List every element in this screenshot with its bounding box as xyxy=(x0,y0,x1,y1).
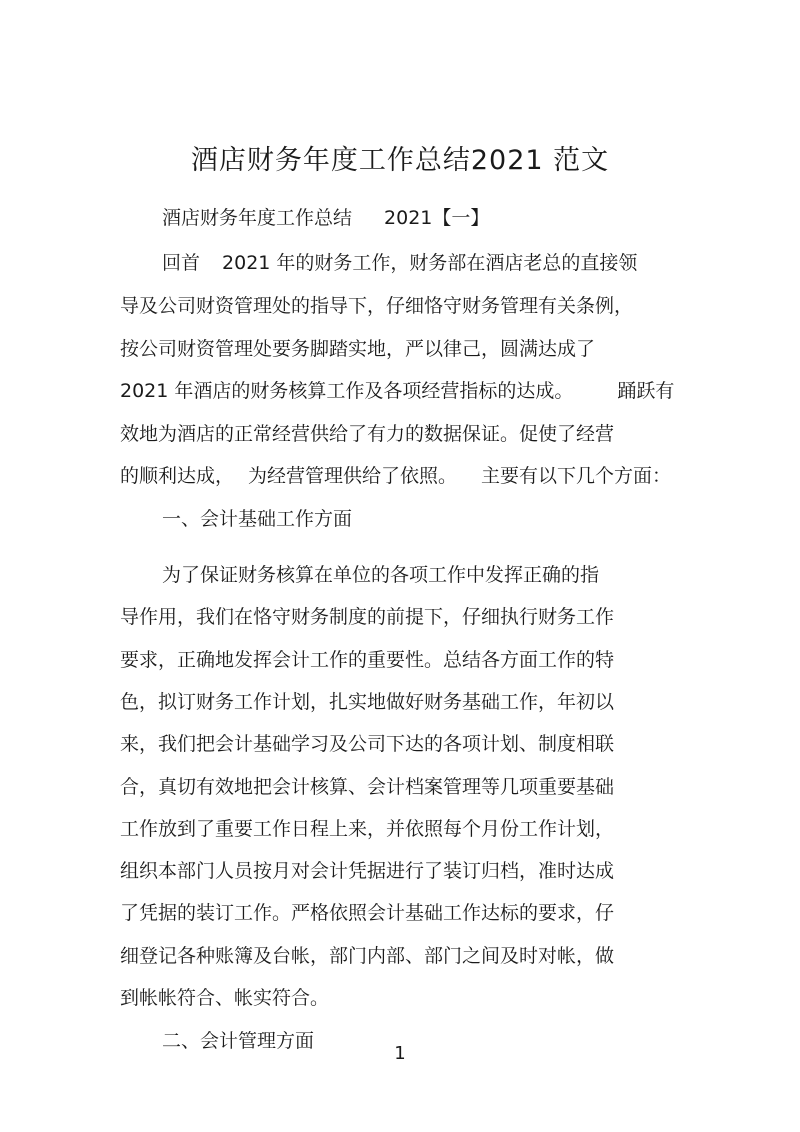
subtitle-text: 酒店财务年度工作总结 xyxy=(162,207,353,229)
paragraph-text: 主要有以下几个方面： xyxy=(481,465,672,487)
paragraph-line: 效地为酒店的正常经营供给了有力的数据保证。促使了经营 xyxy=(120,423,615,445)
paragraph-line: 了凭据的装订工作。严格依照会计基础工作达标的要求，仔 xyxy=(120,902,615,924)
paragraph-line: 色，拟订财务工作计划，扎实地做好财务基础工作，年初以 xyxy=(120,691,615,713)
paragraph-line: 合，真切有效地把会计核算、会计档案管理等几项重要基础 xyxy=(120,776,615,798)
paragraph-line xyxy=(120,464,671,488)
paragraph-line: 要求，正确地发挥会计工作的重要性。总结各方面工作的特 xyxy=(120,649,615,671)
page-number: 1 xyxy=(394,1043,406,1064)
paragraph-line: 来，我们把会计基础学习及公司下达的各项计划、制度相联 xyxy=(120,733,615,755)
subtitle-number: 2021【一】 xyxy=(384,207,490,229)
paragraph-line: 为了保证财务核算在单位的各项工作中发挥正确的指 xyxy=(162,564,600,586)
section-heading: 一、会计基础工作方面 xyxy=(162,508,353,530)
paragraph-line: 细登记各种账簿及台帐，部门内部、部门之间及时对帐，做 xyxy=(120,945,615,967)
paragraph-text: 踊跃有 xyxy=(617,380,675,402)
paragraph-line: 组织本部门人员按月对会计凭据进行了装订归档，准时达成 xyxy=(120,860,615,882)
document-title: 酒店财务年度工作总结2021 范文 xyxy=(190,145,610,176)
section-heading: 二、会计管理方面 xyxy=(162,1030,315,1052)
paragraph-text: 2021 年的财务工作，财务部在酒店老总的直接领 xyxy=(222,252,638,274)
paragraph-text: 的顺利达成， xyxy=(120,465,235,487)
subtitle-line xyxy=(162,206,489,230)
paragraph-line: 导作用，我们在恪守财务制度的前提下，仔细执行财务工作 xyxy=(120,606,615,628)
paragraph-text: 为经营管理供给了依照。 xyxy=(248,465,458,487)
paragraph-line: 到帐帐符合、帐实符合。 xyxy=(120,987,330,1009)
paragraph-line: 工作放到了重要工作日程上来，并依照每个月份工作计划， xyxy=(120,818,615,840)
paragraph-line: 导及公司财资管理处的指导下，仔细恪守财务管理有关条例， xyxy=(120,295,634,317)
paragraph-line: 按公司财资管理处要务脚踏实地，严以律己，圆满达成了 xyxy=(120,338,596,360)
paragraph-text: 2021 年酒店的财务核算工作及各项经营指标的达成。 xyxy=(120,380,574,402)
paragraph-text: 回首 xyxy=(162,252,201,274)
paragraph-line xyxy=(162,251,637,275)
paragraph-line xyxy=(120,379,674,403)
